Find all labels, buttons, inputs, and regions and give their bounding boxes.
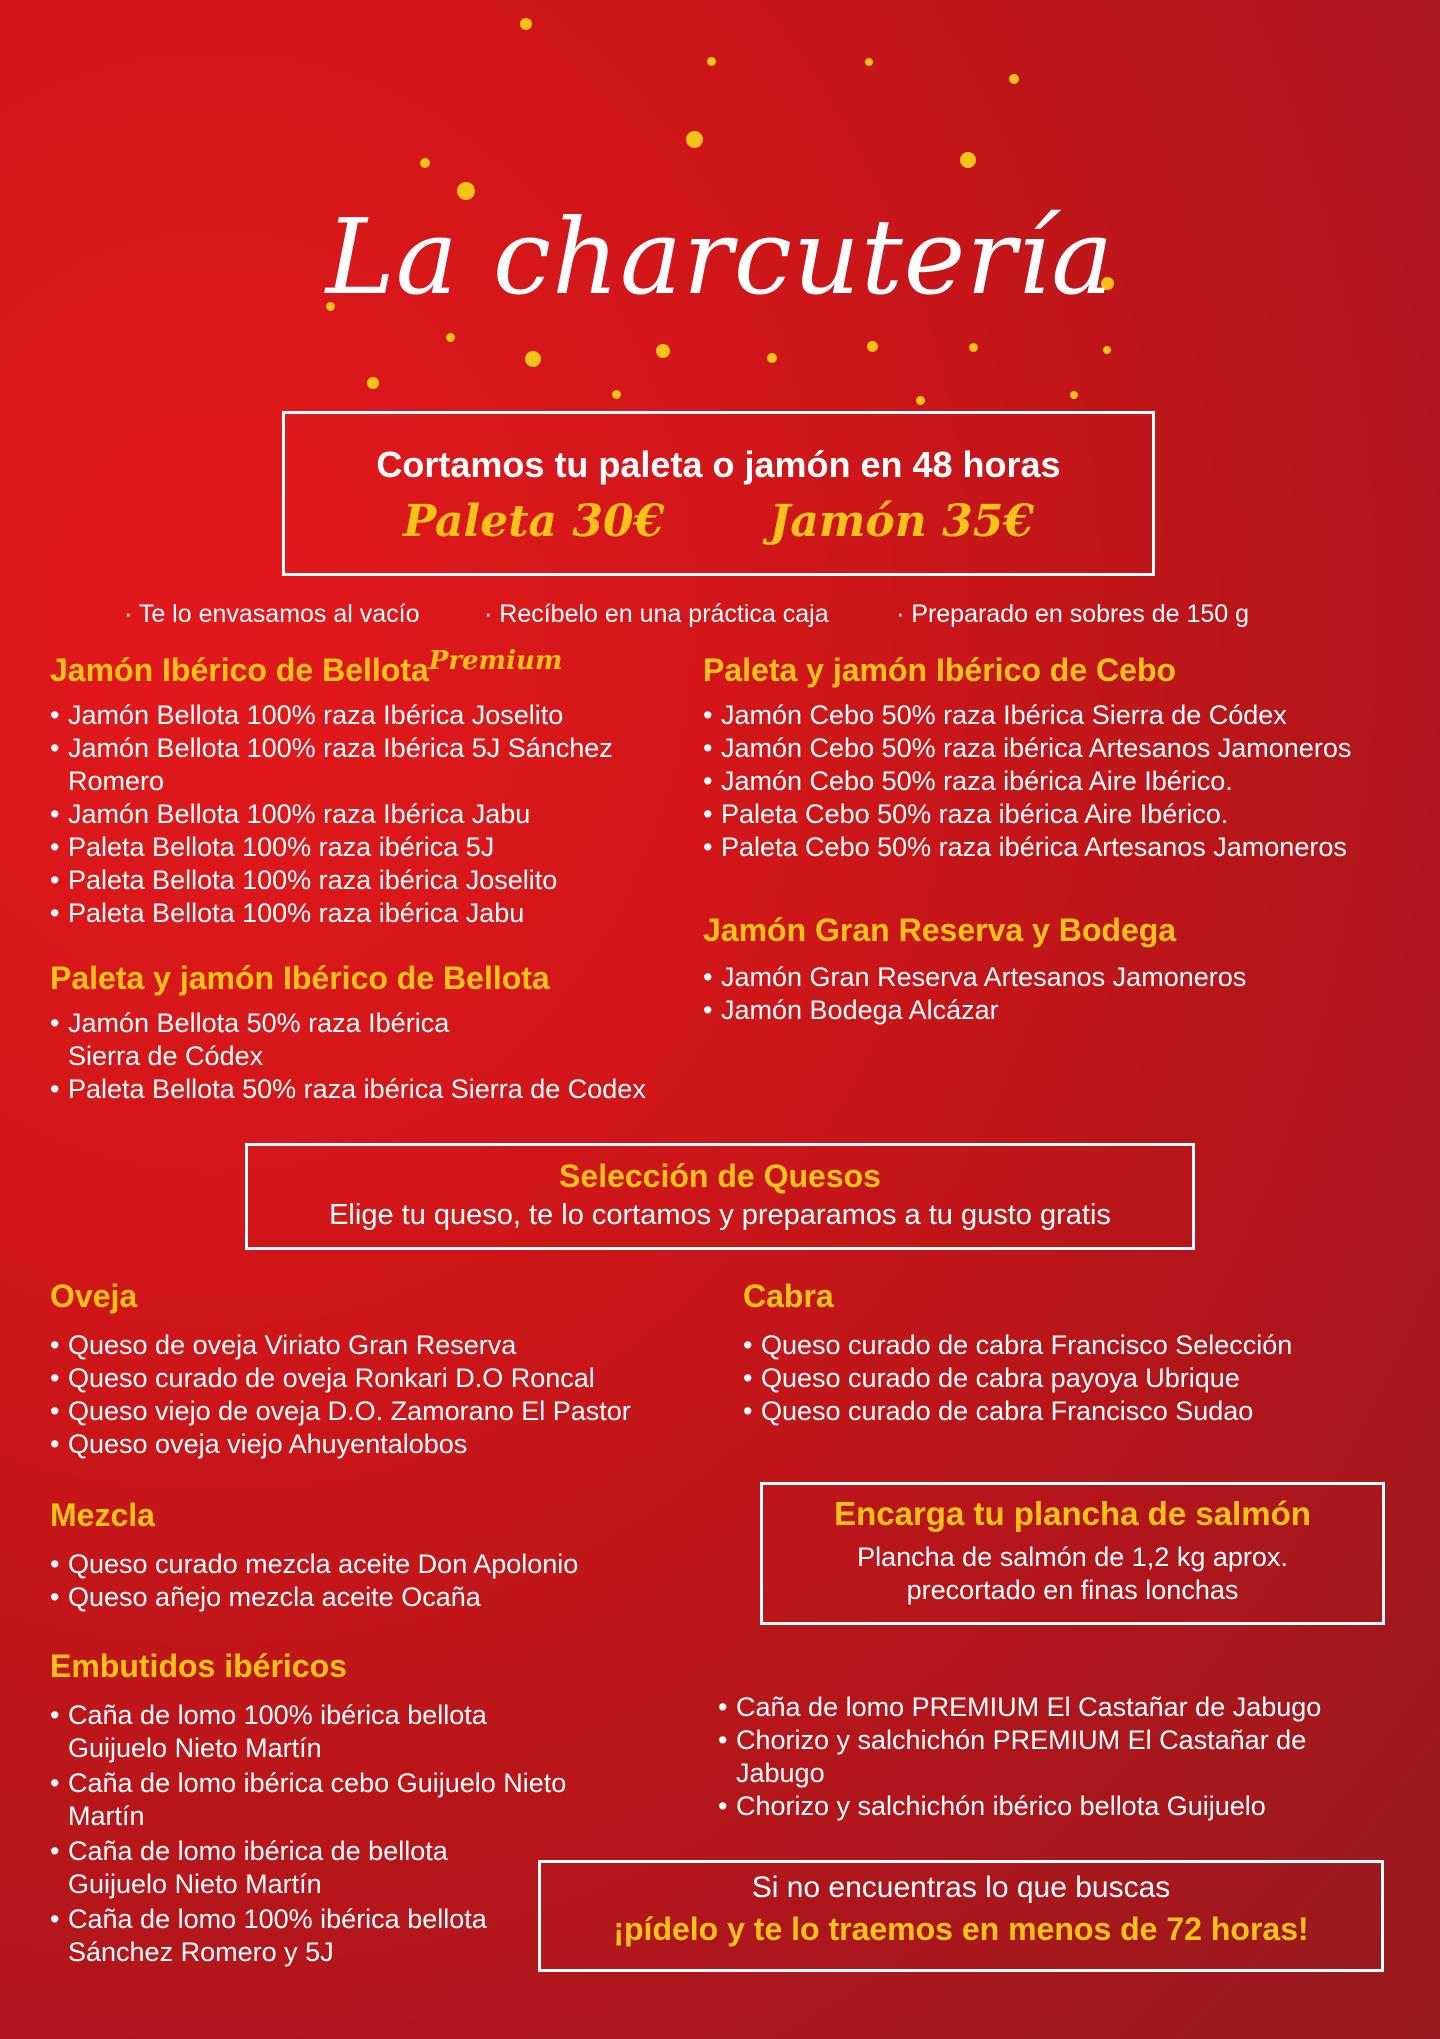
page-title: La charcutería [325, 196, 1115, 318]
list-item: • Queso curado de cabra Francisco Sudao [743, 1395, 1403, 1428]
list-item: • Jamón Bodega Alcázar [703, 994, 1403, 1027]
list-item: • Caña de lomo 100% ibérica bellota Sánchez Romero y 5J [50, 1903, 488, 1969]
list-item: • Paleta Cebo 50% raza ibérica Artesanos Jamoneros [703, 831, 1403, 864]
list-item: • Queso oveja viejo Ahuyentalobos [50, 1428, 730, 1461]
feature-vacuum: · Te lo envasamos al vacío [124, 600, 420, 628]
closing-line-2: ¡pídelo y te lo traemos en menos de 72 horas! [613, 1911, 1309, 1947]
list-item: • Caña de lomo PREMIUM El Castañar de Jabugo [718, 1691, 1418, 1724]
list-item: • Queso añejo mezcla aceite Ocaña [50, 1581, 730, 1614]
list-item: • Jamón Bellota 100% raza Ibérica Jabu [50, 798, 700, 831]
list-item: • Queso curado mezcla aceite Don Apolonio [50, 1548, 730, 1581]
list-item: • Paleta Bellota 100% raza ibérica 5J [50, 831, 700, 864]
cheese-selection-title: Selección de Quesos [559, 1158, 881, 1194]
list-item: • Jamón Bellota 50% raza Ibérica Sierra de Códex [50, 1007, 498, 1073]
section-cebo [703, 652, 1403, 864]
list-item: • Paleta Bellota 100% raza ibérica Joselito [50, 864, 700, 897]
section-cabra [743, 1278, 1403, 1428]
list-item: • Paleta Bellota 50% raza ibérica Sierra de Codex [50, 1073, 700, 1106]
section-title: Paleta y jamón Ibérico de Cebo [703, 652, 1177, 688]
price-paleta: Paleta 30€ [403, 496, 665, 547]
cheese-selection-subtitle: Elige tu queso, te lo cortamos y preparamos a tu gusto gratis [329, 1199, 1111, 1231]
salmon-title: Encarga tu plancha de salmón [834, 1495, 1311, 1532]
list-item: • Jamón Bellota 100% raza Ibérica Joselito [50, 699, 700, 732]
list-item: • Queso curado de oveja Ronkari D.O Roncal [50, 1362, 730, 1395]
list-item: • Queso de oveja Viriato Gran Reserva [50, 1329, 730, 1362]
section-embutidos-premium [718, 1691, 1418, 1823]
section-gran-reserva [703, 912, 1403, 1027]
section-title: Jamón Gran Reserva y Bodega [703, 912, 1177, 948]
product-list [50, 1007, 700, 1106]
list-item: • Chorizo y salchichón PREMIUM El Castañar de Jabugo [718, 1724, 1356, 1790]
section-title: Paleta y jamón Ibérico de Bellota [50, 960, 550, 996]
list-item: • Jamón Gran Reserva Artesanos Jamoneros [703, 961, 1403, 994]
salmon-order-box [760, 1482, 1385, 1625]
closing-callout-box [538, 1860, 1384, 1972]
cut-service-box [282, 411, 1155, 576]
section-title: Cabra [743, 1278, 834, 1314]
list-item: • Chorizo y salchichón ibérico bellota Guijuelo [718, 1790, 1418, 1823]
list-item: • Jamón Bellota 100% raza Ibérica 5J Sánchez Romero [50, 732, 668, 798]
price-jamon: Jamón 35€ [769, 496, 1034, 547]
list-item: • Queso curado de cabra payoya Ubrique [743, 1362, 1403, 1395]
section-title: Embutidos ibéricos [50, 1648, 347, 1684]
list-item: • Jamón Cebo 50% raza ibérica Artesanos Jamoneros [703, 732, 1403, 765]
section-title: Oveja [50, 1278, 138, 1314]
feature-box: · Recíbelo en una práctica caja [484, 600, 829, 628]
section-title: Mezcla [50, 1497, 155, 1533]
list-item: • Paleta Cebo 50% raza ibérica Aire Ibérico. [703, 798, 1403, 831]
list-item: • Caña de lomo ibérica de bellota Guijuelo Nieto Martín [50, 1835, 548, 1901]
product-list [50, 1329, 730, 1461]
list-item: • Caña de lomo ibérica cebo Guijuelo Nieto Martín [50, 1767, 588, 1833]
list-item: • Caña de lomo 100% ibérica bellota Guijuelo Nieto Martín [50, 1699, 588, 1765]
product-list [50, 1548, 730, 1614]
product-list [743, 1329, 1403, 1428]
section-oveja [50, 1278, 730, 1461]
feature-envelopes: · Preparado en sobres de 150 g [896, 600, 1250, 628]
salmon-line-2: precortado en finas lonchas [906, 1575, 1239, 1605]
cut-service-prices [285, 496, 1152, 547]
section-bellota [50, 960, 700, 1106]
product-list [703, 699, 1403, 864]
product-list [703, 961, 1403, 1027]
product-list [50, 699, 700, 930]
section-title: Jamón Ibérico de Bellota$^{Premium}$ [50, 646, 563, 688]
list-item: • Jamón Cebo 50% raza Ibérica Sierra de Códex [703, 699, 1403, 732]
closing-line-1: Si no encuentras lo que buscas [751, 1871, 1171, 1904]
list-item: • Paleta Bellota 100% raza ibérica Jabu [50, 897, 700, 930]
section-bellota-premium [50, 646, 700, 930]
premium-badge: Premium [428, 646, 563, 676]
section-mezcla [50, 1497, 730, 1614]
list-item: • Jamón Cebo 50% raza ibérica Aire Ibérico. [703, 765, 1403, 798]
salmon-line-1: Plancha de salmón de 1,2 kg aprox. [857, 1542, 1288, 1572]
product-list [718, 1691, 1418, 1823]
cut-service-heading: Cortamos tu paleta o jamón en 48 horas [376, 444, 1061, 485]
list-item: • Queso viejo de oveja D.O. Zamorano El Pastor [50, 1395, 730, 1428]
list-item: • Queso curado de cabra Francisco Selección [743, 1329, 1403, 1362]
cheese-selection-box [245, 1143, 1195, 1250]
